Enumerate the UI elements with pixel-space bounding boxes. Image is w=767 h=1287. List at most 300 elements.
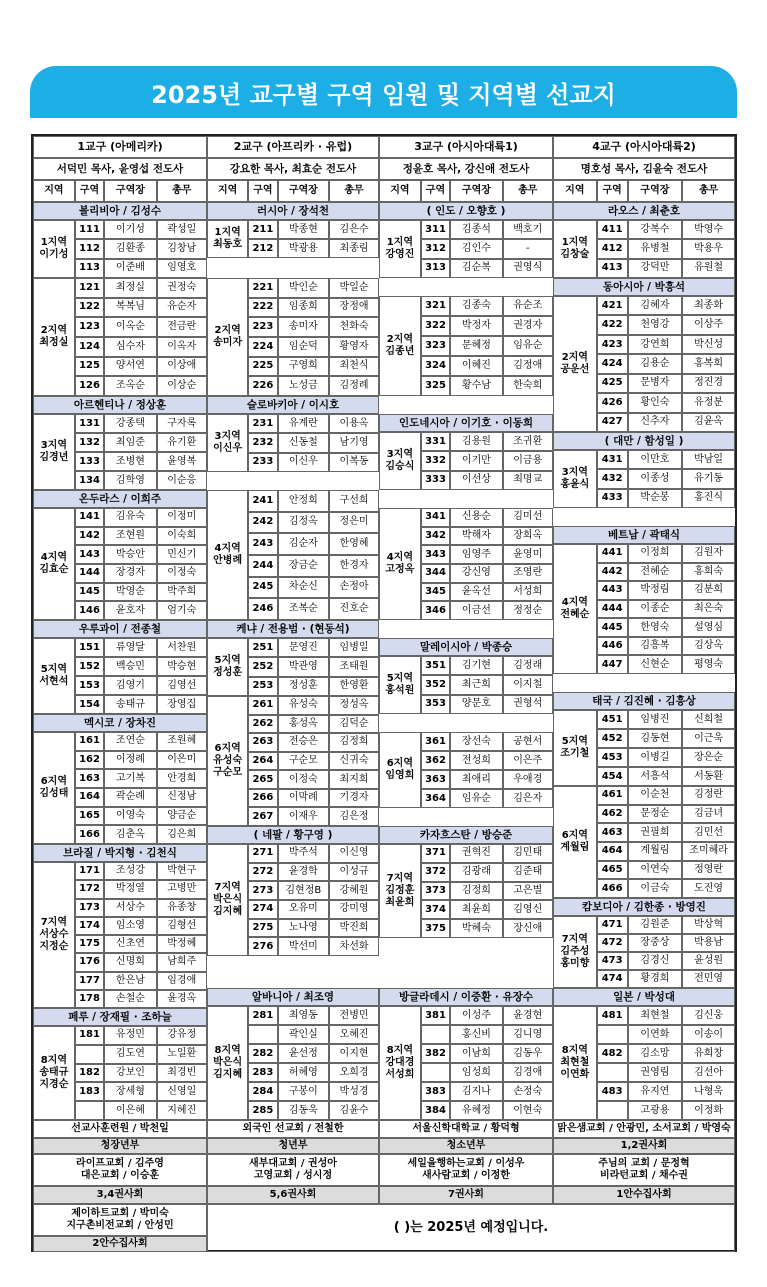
unit-number: 411 <box>597 220 628 239</box>
region-cell: 3지역 이신우 <box>207 414 248 472</box>
unit-secretary: 천화숙 <box>329 317 379 337</box>
country-bar: 온두라스 / 이희주 <box>33 490 207 508</box>
unit-leader: 문병자 <box>628 374 683 393</box>
region-cell: 7지역 박은식 김지혜 <box>207 844 248 956</box>
unit-leader: 이성주 <box>450 1006 502 1025</box>
unit-leader: 권필희 <box>628 823 683 842</box>
unit-number: 113 <box>75 259 105 278</box>
unit-leader: 신현순 <box>628 655 683 674</box>
unit-secretary: 윤영복 <box>157 452 207 471</box>
page-title: 2025년 교구별 구역 임원 및 지역별 선교지 <box>30 66 737 118</box>
unit-number: 353 <box>421 695 451 714</box>
unit-leader: 최임준 <box>104 433 156 452</box>
unit-secretary: 이복동 <box>329 453 379 472</box>
unit-secretary: 조귀환 <box>503 432 553 451</box>
unit-number: 176 <box>75 953 105 971</box>
footer-churches: 세일을행하는교회 / 이성우 새사람교회 / 이정한 <box>379 1154 553 1186</box>
unit-secretary: 유종창 <box>157 899 207 917</box>
unit-leader: 서상수 <box>104 899 156 917</box>
footer-group: 7권사회 <box>379 1186 553 1204</box>
unit-secretary: 홍복희 <box>682 354 735 373</box>
unit-number: 343 <box>421 545 451 564</box>
unit-leader: 김광래 <box>450 863 502 882</box>
unit-secretary: 한영혜 <box>329 533 379 555</box>
unit-number: 283 <box>248 1063 277 1082</box>
unit-leader: 강보인 <box>104 1064 156 1083</box>
unit-leader: 이종순 <box>628 600 683 619</box>
unit-secretary: 오혜진 <box>329 1025 379 1044</box>
unit-number: 177 <box>75 972 105 990</box>
unit-leader: 김용원 <box>450 432 502 451</box>
unit-secretary: 전금란 <box>157 317 207 337</box>
unit-secretary: 장은순 <box>682 748 735 767</box>
unit-number: 165 <box>75 807 105 826</box>
unit-leader: 허혜영 <box>278 1063 330 1082</box>
unit-leader: 임영주 <box>450 545 502 564</box>
unit-number: 444 <box>597 600 628 619</box>
unit-number: 212 <box>248 239 277 258</box>
unit-number: 272 <box>248 863 277 882</box>
column-header: 구역 <box>597 180 628 202</box>
unit-secretary: 신귀숙 <box>329 752 379 771</box>
unit-secretary: 김영선 <box>157 676 207 695</box>
unit-secretary: 김은수 <box>329 220 379 239</box>
unit-leader: 이만호 <box>628 450 683 469</box>
unit-secretary: 엄기숙 <box>157 601 207 620</box>
region-cell: 4지역 고정옥 <box>379 508 421 620</box>
unit-leader: 이선상 <box>450 471 502 490</box>
unit-leader: 심수자 <box>104 337 156 357</box>
unit-secretary: 박일순 <box>329 278 379 298</box>
unit-number: 233 <box>248 453 277 472</box>
unit-number <box>421 1063 451 1082</box>
unit-number: 245 <box>248 577 277 599</box>
unit-number: 223 <box>248 317 277 337</box>
unit-leader: 김경신 <box>628 952 683 970</box>
unit-secretary: 김윤옥 <box>682 413 735 432</box>
unit-leader: 김정옥 <box>278 512 330 534</box>
unit-leader: 강연희 <box>628 335 683 354</box>
region-cell: 1지역 최동호 <box>207 220 248 258</box>
unit-leader: 이정숙 <box>278 770 330 789</box>
unit-number: 311 <box>421 220 451 239</box>
unit-secretary: 박진희 <box>329 919 379 938</box>
unit-number: 446 <box>597 637 628 656</box>
unit-number: 452 <box>597 729 628 748</box>
unit-leader: 김학영 <box>104 471 156 490</box>
country-bar: 방글라데시 / 이중환 · 유장수 <box>379 988 553 1006</box>
country-bar: ( 네팔 / 황구영 ) <box>207 826 379 844</box>
unit-secretary: 고병만 <box>157 880 207 898</box>
country-bar: 볼리비아 / 김성수 <box>33 202 207 220</box>
region-cell: 6지역 임영희 <box>379 732 421 808</box>
unit-leader: 노성금 <box>278 376 330 396</box>
unit-secretary: 설영심 <box>682 618 735 637</box>
unit-secretary: 김정례 <box>329 376 379 396</box>
unit-secretary: 이은미 <box>157 751 207 770</box>
footer-group: 청장년부 <box>33 1138 207 1154</box>
unit-leader: 구봉이 <box>278 1082 330 1101</box>
unit-leader: 한은남 <box>104 972 156 990</box>
unit-secretary: 권영식 <box>503 259 553 278</box>
unit-leader: 김정희 <box>450 882 502 901</box>
region-cell: 2지역 김종년 <box>379 296 421 396</box>
unit-number: 332 <box>421 451 451 470</box>
unit-leader: 차순신 <box>278 577 330 599</box>
unit-secretary: 장신애 <box>503 919 553 938</box>
unit-number: 442 <box>597 563 628 582</box>
district-name: 2교구 (아프리카 · 유럽) <box>207 136 379 158</box>
country-bar: 브라질 / 박지형 · 김천식 <box>33 844 207 862</box>
unit-number: 275 <box>248 919 277 938</box>
country-bar: 태국 / 김진혜 · 김흥상 <box>553 692 735 710</box>
unit-secretary: 박정혜 <box>157 935 207 953</box>
unit-secretary: 장희옥 <box>503 527 553 546</box>
unit-number: 144 <box>75 564 105 583</box>
unit-leader: 한영숙 <box>628 618 683 637</box>
unit-leader: 김영기 <box>104 676 156 695</box>
unit-leader: 이막례 <box>278 789 330 808</box>
unit-number: 252 <box>248 657 277 676</box>
unit-leader: 이기만 <box>450 451 502 470</box>
unit-secretary: 차선화 <box>329 937 379 956</box>
unit-number: 331 <box>421 432 451 451</box>
unit-secretary: 윤경옥 <box>157 990 207 1008</box>
unit-leader: 김순복 <box>450 259 502 278</box>
unit-number: 134 <box>75 471 105 490</box>
unit-number: 481 <box>597 1006 628 1025</box>
unit-number: 453 <box>597 748 628 767</box>
unit-number: 451 <box>597 710 628 729</box>
region-cell: 6지역 계월림 <box>553 786 597 898</box>
footer-group: 청소년부 <box>379 1138 553 1154</box>
footer-group: 3,4권사회 <box>33 1186 207 1204</box>
unit-number <box>248 1025 277 1044</box>
region-cell: 7지역 서상수 지정순 <box>33 862 75 1008</box>
unit-number: 267 <box>248 807 277 826</box>
unit-secretary: 손정숙 <box>503 1082 553 1101</box>
unit-secretary: 김정래 <box>503 656 553 675</box>
unit-number: 285 <box>248 1101 277 1120</box>
unit-number: 466 <box>597 879 628 898</box>
unit-leader: 박정림 <box>628 581 683 600</box>
unit-secretary: 김은자 <box>503 789 553 808</box>
unit-secretary: 이은주 <box>503 751 553 770</box>
unit-number: 372 <box>421 863 451 882</box>
unit-number: 152 <box>75 657 105 676</box>
unit-secretary: 유기동 <box>682 469 735 488</box>
region-cell: 8지역 박은식 김지혜 <box>207 1006 248 1120</box>
unit-secretary: 김경애 <box>503 1063 553 1082</box>
unit-leader: 유정민 <box>104 1026 156 1045</box>
unit-number: 244 <box>248 555 277 577</box>
unit-secretary: 박용남 <box>682 934 735 952</box>
unit-leader: 이준배 <box>104 259 156 278</box>
unit-leader: 박해자 <box>450 527 502 546</box>
unit-number: 242 <box>248 512 277 534</box>
country-bar: 베트남 / 곽태식 <box>553 526 735 544</box>
unit-leader: 복복님 <box>104 298 156 318</box>
unit-secretary: 이지현 <box>329 1044 379 1063</box>
region-cell: 5지역 홍석원 <box>379 656 421 714</box>
unit-leader: 윤호자 <box>104 601 156 620</box>
unit-leader: 이기성 <box>104 220 156 239</box>
unit-number: 472 <box>597 934 628 952</box>
unit-leader: 유계란 <box>278 414 330 433</box>
unit-number <box>75 1045 105 1064</box>
unit-number: 447 <box>597 655 628 674</box>
district-leaders: 서덕민 목사, 윤영섭 전도사 <box>33 158 207 180</box>
column-header: 구역장 <box>450 180 502 202</box>
unit-leader: 고기복 <box>104 769 156 788</box>
country-bar: ( 대만 / 함성일 ) <box>553 432 735 450</box>
unit-secretary: 신영일 <box>157 1082 207 1101</box>
unit-leader: 정성훈 <box>278 677 330 696</box>
unit-leader: 이병길 <box>628 748 683 767</box>
unit-leader: 황경희 <box>628 970 683 988</box>
unit-secretary: 지혜진 <box>157 1101 207 1120</box>
unit-secretary: 유순조 <box>503 296 553 316</box>
unit-leader: 손철순 <box>104 990 156 1008</box>
unit-number: 151 <box>75 638 105 657</box>
unit-secretary: 최천식 <box>329 357 379 377</box>
unit-leader: 박주석 <box>278 844 330 863</box>
unit-secretary: 최지희 <box>329 770 379 789</box>
unit-leader: 김동욱 <box>278 1101 330 1120</box>
unit-leader: 김도연 <box>104 1045 156 1064</box>
unit-secretary: 유원철 <box>682 259 735 278</box>
region-cell: 8지역 강대경 서성희 <box>379 1006 421 1120</box>
unit-number: 471 <box>597 916 628 934</box>
unit-number: 273 <box>248 881 277 900</box>
column-header: 구역장 <box>104 180 156 202</box>
unit-secretary: 오희경 <box>329 1063 379 1082</box>
region-cell: 6지역 김성태 <box>33 732 75 844</box>
unit-leader: 최애리 <box>450 770 502 789</box>
unit-leader: 백승민 <box>104 657 156 676</box>
unit-secretary: 권정숙 <box>157 278 207 298</box>
unit-leader: 유혜정 <box>450 1101 502 1120</box>
unit-leader: 황인숙 <box>628 393 683 412</box>
unit-leader: 윤선정 <box>278 1044 330 1063</box>
unit-leader: 김소망 <box>628 1044 683 1063</box>
unit-secretary: 최경빈 <box>157 1064 207 1083</box>
unit-secretary: 최종화 <box>682 296 735 315</box>
unit-leader: 전성희 <box>450 751 502 770</box>
unit-number: 174 <box>75 917 105 935</box>
country-bar: 라오스 / 최춘호 <box>553 202 735 220</box>
country-bar: 캄보디아 / 김한종 · 방영진 <box>553 898 735 916</box>
unit-secretary: 유정분 <box>682 393 735 412</box>
unit-secretary: 서성희 <box>503 583 553 602</box>
unit-number: 431 <box>597 450 628 469</box>
unit-secretary: 한경자 <box>329 555 379 577</box>
unit-number: 344 <box>421 564 451 583</box>
unit-number: 243 <box>248 533 277 555</box>
region-cell: 7지역 김주성 홍미향 <box>553 916 597 988</box>
unit-secretary: 김은희 <box>157 825 207 844</box>
district-name: 1교구 (아메리카) <box>33 136 207 158</box>
region-cell: 8지역 송태규 지경순 <box>33 1026 75 1120</box>
unit-secretary: 남기영 <box>329 433 379 452</box>
unit-secretary: 김니영 <box>503 1025 553 1044</box>
unit-secretary: 김준태 <box>503 863 553 882</box>
note-text: ( )는 2025년 예정입니다. <box>207 1204 735 1252</box>
footer-group: 5,6권사회 <box>207 1186 379 1204</box>
unit-number: 441 <box>597 544 628 563</box>
unit-secretary: - <box>503 239 553 258</box>
unit-number: 461 <box>597 786 628 805</box>
unit-number: 161 <box>75 732 105 751</box>
footer-group: 1안수집사회 <box>553 1186 735 1204</box>
region-cell: 4지역 김효순 <box>33 508 75 620</box>
unit-number: 422 <box>597 315 628 334</box>
unit-leader: 강신영 <box>450 564 502 583</box>
unit-secretary: 진호순 <box>329 598 379 620</box>
region-cell: 6지역 유성숙 구순모 <box>207 696 248 826</box>
unit-number: 224 <box>248 337 277 357</box>
unit-secretary: 유순자 <box>157 298 207 318</box>
unit-secretary: 김미선 <box>503 508 553 527</box>
unit-leader: 전승은 <box>278 733 330 752</box>
unit-number: 261 <box>248 696 277 715</box>
unit-leader: 이연화 <box>628 1025 683 1044</box>
unit-secretary: 김정란 <box>682 786 735 805</box>
unit-number: 361 <box>421 732 451 751</box>
unit-number: 132 <box>75 433 105 452</box>
unit-leader: 김인수 <box>450 239 502 258</box>
unit-leader: 최영동 <box>278 1006 330 1025</box>
unit-secretary: 윤성원 <box>682 952 735 970</box>
unit-number: 284 <box>248 1082 277 1101</box>
unit-secretary: 김창남 <box>157 239 207 258</box>
unit-secretary: 이송이 <box>682 1025 735 1044</box>
unit-secretary: 박승현 <box>157 657 207 676</box>
unit-leader: 박혜숙 <box>450 919 502 938</box>
unit-secretary: 남희주 <box>157 953 207 971</box>
unit-secretary: 이근욱 <box>682 729 735 748</box>
unit-leader: 김종석 <box>450 220 502 239</box>
unit-number: 364 <box>421 789 451 808</box>
unit-number: 432 <box>597 469 628 488</box>
country-bar: 케냐 / 전용범 · (현동석) <box>207 620 379 638</box>
unit-number: 443 <box>597 581 628 600</box>
unit-secretary: 백호기 <box>503 220 553 239</box>
unit-secretary: 정영란 <box>682 861 735 880</box>
footer-churches: 라이프교회 / 김주영 대은교회 / 이승훈 <box>33 1154 207 1186</box>
district-leaders: 정윤호 목사, 강신애 전도사 <box>379 158 553 180</box>
unit-leader: 이금숙 <box>628 879 683 898</box>
unit-number: 463 <box>597 823 628 842</box>
unit-secretary: 양금순 <box>157 807 207 826</box>
unit-secretary: 김덕순 <box>329 715 379 734</box>
unit-number <box>75 1101 105 1120</box>
unit-secretary: 강미영 <box>329 900 379 919</box>
unit-secretary: 조태원 <box>329 657 379 676</box>
unit-leader: 권영림 <box>628 1063 683 1082</box>
column-header: 지역 <box>33 180 75 202</box>
unit-leader: 서흥석 <box>628 767 683 786</box>
unit-number: 276 <box>248 937 277 956</box>
unit-number: 433 <box>597 489 628 508</box>
unit-number: 222 <box>248 298 277 318</box>
unit-secretary: 이상애 <box>157 357 207 377</box>
unit-number: 473 <box>597 952 628 970</box>
unit-number: 246 <box>248 598 277 620</box>
unit-leader: 이옥순 <box>104 317 156 337</box>
unit-number: 325 <box>421 376 451 396</box>
unit-leader: 박순봉 <box>628 489 683 508</box>
footer-churches: 주님의 교회 / 문정혁 비라턴교회 / 채수권 <box>553 1154 735 1186</box>
unit-leader: 임병진 <box>628 710 683 729</box>
unit-secretary: 김윤수 <box>329 1101 379 1120</box>
region-cell: 2지역 송미자 <box>207 278 248 396</box>
unit-leader: 천영강 <box>628 315 683 334</box>
unit-number: 142 <box>75 527 105 546</box>
unit-leader: 박정열 <box>104 880 156 898</box>
unit-secretary: 김원자 <box>682 544 735 563</box>
unit-number: 262 <box>248 715 277 734</box>
country-bar: 우루과이 / 전종철 <box>33 620 207 638</box>
unit-number: 324 <box>421 356 451 376</box>
footer-group: 2안수집사회 <box>33 1236 207 1252</box>
unit-leader: 박영순 <box>104 583 156 602</box>
unit-number: 253 <box>248 677 277 696</box>
unit-number: 381 <box>421 1006 451 1025</box>
unit-leader: 최윤희 <box>450 900 502 919</box>
district-name: 4교구 (아시아대륙2) <box>553 136 735 158</box>
region-cell: 7지역 김정훈 최윤희 <box>379 844 421 938</box>
unit-secretary: 이정숙 <box>157 564 207 583</box>
country-bar: 알바니아 / 최조영 <box>207 988 379 1006</box>
unit-number: 274 <box>248 900 277 919</box>
footer-churches: 새부대교회 / 권성아 고영교회 / 성시정 <box>207 1154 379 1186</box>
unit-leader: 구순모 <box>278 752 330 771</box>
column-header: 지역 <box>553 180 597 202</box>
region-cell: 4지역 전혜순 <box>553 544 597 674</box>
unit-secretary: 홍진식 <box>682 489 735 508</box>
unit-leader: 유지연 <box>628 1082 683 1101</box>
unit-number: 146 <box>75 601 105 620</box>
unit-leader: 김종숙 <box>450 296 502 316</box>
unit-leader: 장중상 <box>628 934 683 952</box>
unit-secretary: 손정아 <box>329 577 379 599</box>
unit-secretary: 기경자 <box>329 789 379 808</box>
unit-leader: 박정자 <box>450 316 502 336</box>
unit-secretary: 박용우 <box>682 239 735 258</box>
unit-secretary: 정정순 <box>503 601 553 620</box>
unit-number: 375 <box>421 919 451 938</box>
unit-number: 412 <box>597 239 628 258</box>
unit-secretary: 정성옥 <box>329 696 379 715</box>
unit-leader: 신명희 <box>104 953 156 971</box>
region-cell: 5지역 서현석 <box>33 638 75 714</box>
unit-leader: 조옥순 <box>104 376 156 396</box>
unit-leader: 곽인실 <box>278 1025 330 1044</box>
unit-number: 241 <box>248 490 277 512</box>
unit-number: 371 <box>421 844 451 863</box>
unit-leader: 계월림 <box>628 842 683 861</box>
unit-number: 282 <box>248 1044 277 1063</box>
unit-secretary: 도진영 <box>682 879 735 898</box>
unit-number: 462 <box>597 805 628 824</box>
unit-number: 111 <box>75 220 105 239</box>
unit-number: 251 <box>248 638 277 657</box>
unit-leader: 이혜진 <box>450 356 502 376</box>
unit-secretary: 한영환 <box>329 677 379 696</box>
unit-secretary: 이용옥 <box>329 414 379 433</box>
unit-leader: 김순자 <box>278 533 330 555</box>
